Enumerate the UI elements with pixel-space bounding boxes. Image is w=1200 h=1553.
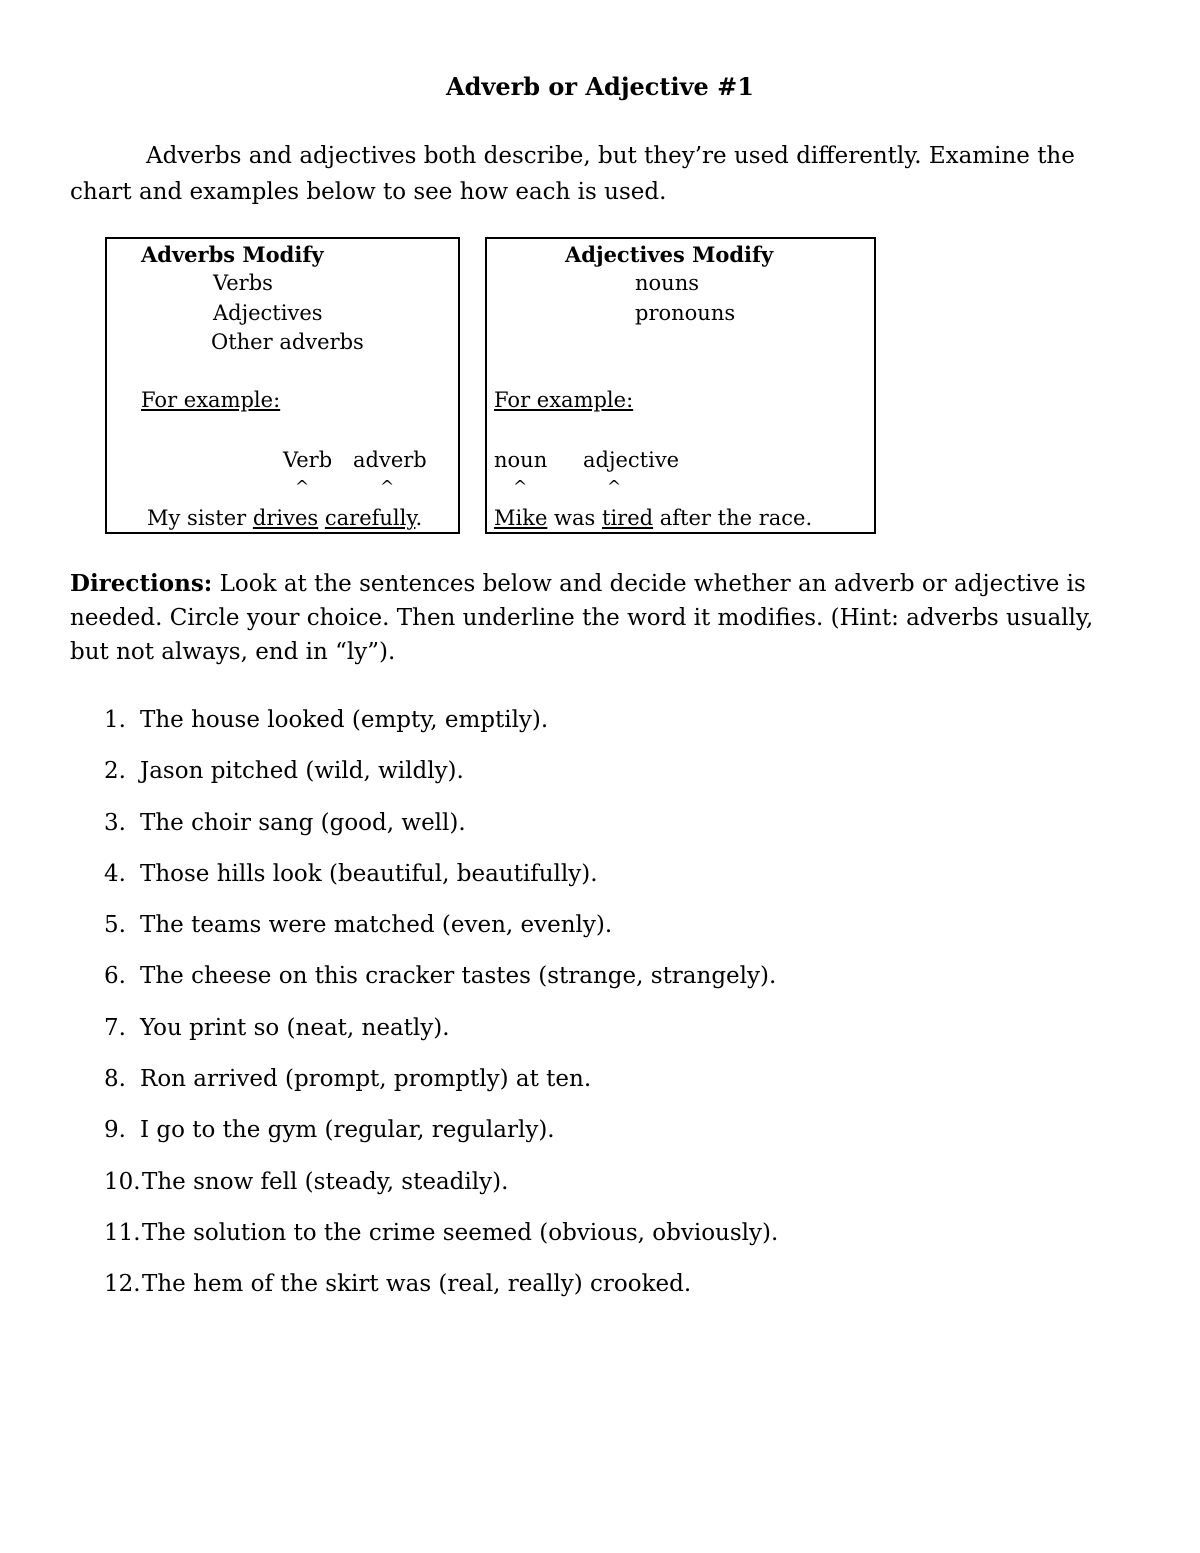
question-item	[104, 754, 778, 805]
directions-paragraph	[70, 567, 1135, 669]
question-number: 2.	[104, 758, 126, 785]
worksheet-title: Adverb or Adjective #1	[446, 72, 754, 101]
adverbs-caret-adverb: ^	[380, 477, 395, 497]
question-number: 12.	[104, 1271, 141, 1298]
adverbs-label-verb: Verb	[283, 448, 333, 472]
question-item	[104, 1165, 778, 1216]
question-number: 6.	[104, 963, 126, 990]
adverbs-item-verbs: Verbs	[213, 271, 273, 295]
adverbs-item-adjectives: Adjectives	[213, 301, 323, 325]
adverbs-example-sentence: My sister drives carefully.	[147, 506, 423, 530]
adjectives-item-nouns: nouns	[635, 271, 699, 295]
question-item	[104, 1216, 778, 1267]
adjectives-item-pronouns: pronouns	[635, 301, 736, 325]
question-number: 9.	[104, 1117, 126, 1144]
question-text: Those hills look (beautiful, beautifully).	[140, 860, 598, 887]
question-text: The snow fell (steady, steadily).	[142, 1168, 509, 1195]
question-number: 5.	[104, 912, 126, 939]
question-item	[104, 1267, 778, 1318]
question-text: The teams were matched (even, evenly).	[140, 912, 613, 939]
directions-label: Directions:	[70, 570, 213, 597]
question-text: The hem of the skirt was (real, really) crooked.	[142, 1271, 692, 1298]
adjectives-example-label: For example:	[494, 388, 634, 412]
question-number: 4.	[104, 860, 126, 887]
question-item	[104, 1062, 778, 1113]
question-item	[104, 857, 778, 908]
question-text: The cheese on this cracker tastes (strange, strangely).	[140, 963, 777, 990]
example-verb-drives: drives	[252, 506, 319, 530]
example-adverb-carefully: carefully	[324, 506, 416, 530]
adjectives-example-sentence: Mike was tired after the race.	[494, 506, 813, 530]
adjectives-label-noun: noun	[494, 448, 548, 472]
question-list	[104, 703, 778, 1319]
adjectives-heading: Adjectives Modify	[565, 242, 774, 267]
adverbs-modify-box	[105, 237, 460, 534]
adjectives-modify-box	[485, 237, 876, 534]
question-number: 1.	[104, 707, 126, 733]
question-text: The solution to the crime seemed (obvious, obviously).	[142, 1219, 779, 1246]
adjectives-caret-adjective: ^	[607, 477, 622, 497]
adjectives-caret-noun: ^	[513, 477, 528, 497]
question-item	[104, 959, 778, 1010]
question-number: 3.	[104, 809, 126, 836]
question-number: 10.	[104, 1168, 141, 1195]
question-text: I go to the gym (regular, regularly).	[140, 1117, 555, 1144]
question-item	[104, 908, 778, 959]
intro-paragraph: Adverbs and adjectives both describe, but they’re used differently. Examine the chart and examples below to see how each is used.	[70, 143, 1075, 205]
question-text: Jason pitched (wild, wildly).	[140, 758, 464, 785]
example-noun-mike: Mike	[494, 506, 548, 530]
question-item	[104, 1011, 778, 1062]
question-text: You print so (neat, neatly).	[140, 1014, 450, 1041]
question-item	[104, 1113, 778, 1164]
question-text: The house looked (empty, emptily).	[140, 707, 549, 733]
question-text: The choir sang (good, well).	[140, 809, 466, 836]
question-number: 7.	[104, 1014, 126, 1041]
question-item	[104, 703, 778, 754]
adverbs-label-adverb: adverb	[353, 448, 427, 472]
question-item	[104, 806, 778, 857]
question-number: 8.	[104, 1066, 126, 1093]
example-adjective-tired: tired	[602, 506, 654, 530]
adverbs-item-other-adverbs: Other adverbs	[211, 330, 364, 354]
adjectives-label-adjective: adjective	[583, 448, 680, 472]
adverbs-heading: Adverbs Modify	[141, 242, 324, 267]
question-text: Ron arrived (prompt, promptly) at ten.	[140, 1066, 592, 1093]
adverbs-example-label: For example:	[141, 388, 281, 412]
directions-text: Look at the sentences below and decide whether an adverb or adjective is needed. Circle your choice. Then underline the word it modifies. (Hint: adverbs usually, but not always, end in “ly”).	[70, 571, 1094, 665]
question-number: 11.	[104, 1219, 141, 1246]
adverbs-caret-verb: ^	[295, 477, 310, 497]
